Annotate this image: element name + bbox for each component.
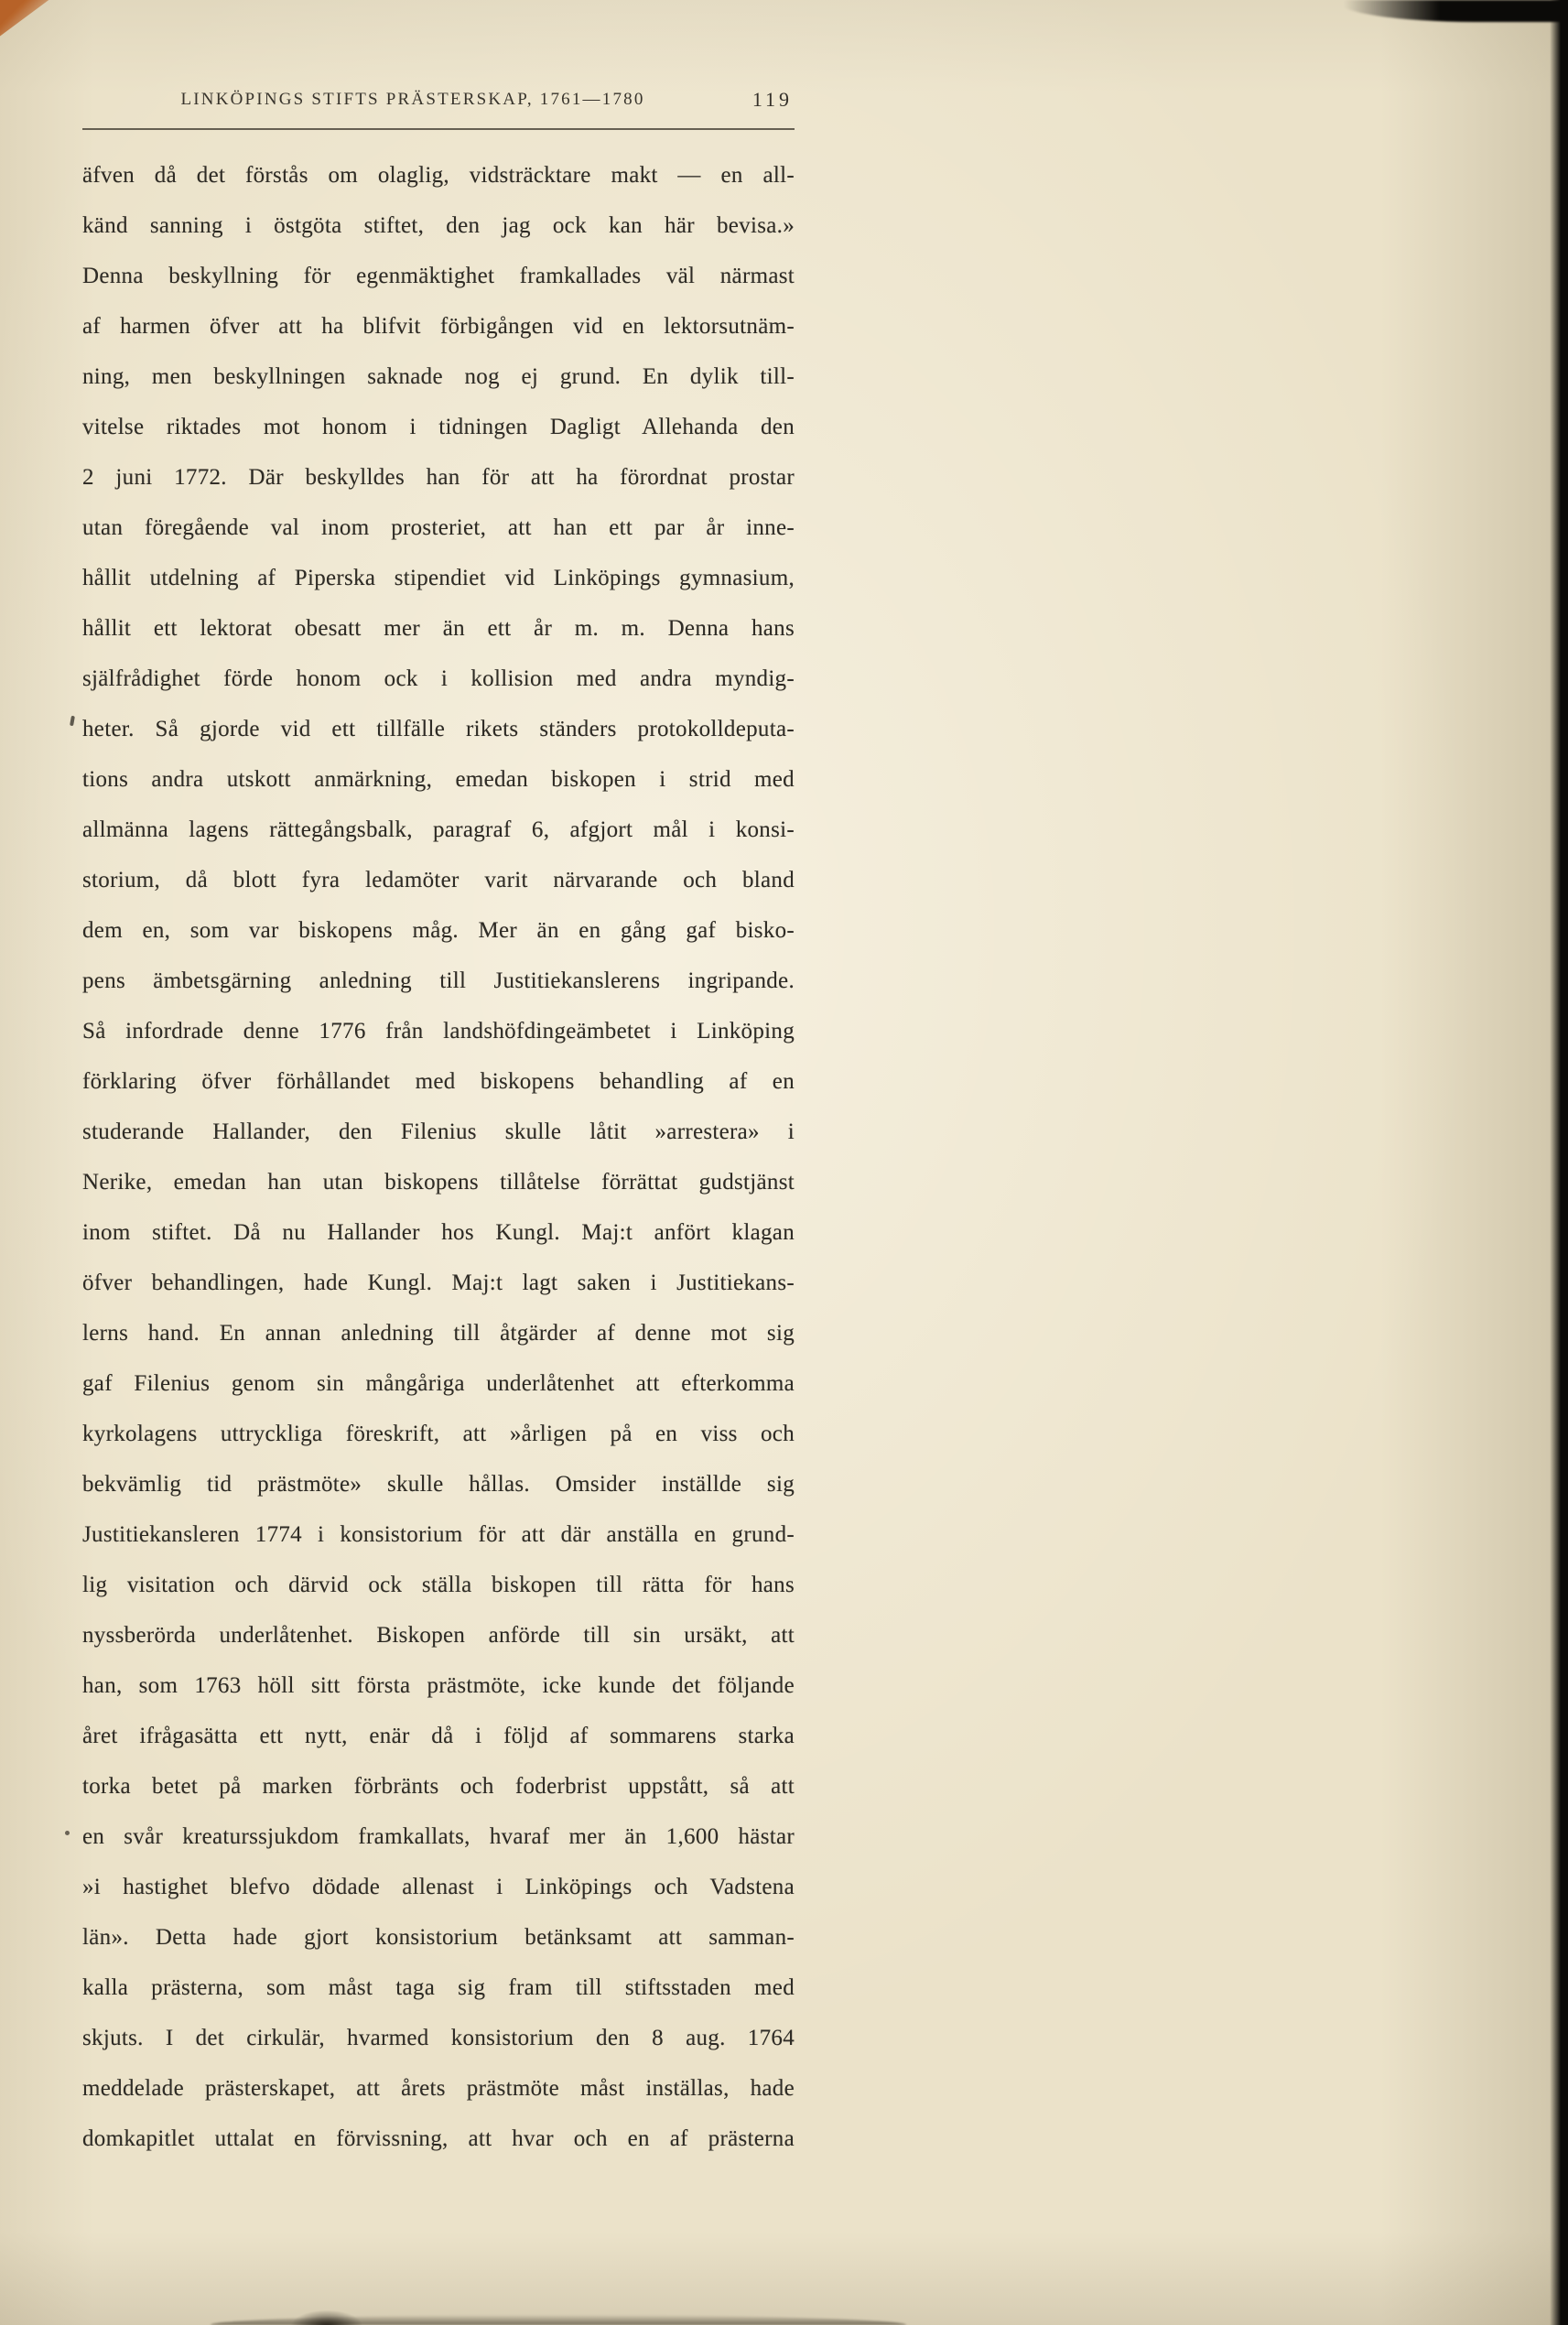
printed-area: [82, 90, 795, 2164]
text-line: tions andra utskott anmärkning, emedan biskopen i strid med: [82, 767, 795, 792]
text-line: öfver behandlingen, hade Kungl. Maj:t lagt saken i Justitiekans-: [82, 1271, 795, 1295]
text-line: gaf Filenius genom sin mångåriga underlåtenhet att efterkomma: [82, 1371, 795, 1396]
text-line: län». Detta hade gjort konsistorium betänksamt att samman-: [82, 1925, 795, 1950]
text-line: 2 juni 1772. Där beskylldes han för att ha förordnat prostar: [82, 465, 795, 490]
text-line: lig visitation och därvid ock ställa biskopen till rätta för hans: [82, 1573, 795, 1597]
text-line: året ifrågasätta ett nytt, enär då i följd af sommarens starka: [82, 1724, 795, 1748]
text-line: utan föregående val inom prosteriet, att han ett par år inne-: [82, 515, 795, 540]
text-line: känd sanning i östgöta stiftet, den jag ock kan här bevisa.»: [82, 213, 795, 238]
text-line: hållit ett lektorat obesatt mer än ett år m. m. Denna hans: [82, 616, 795, 641]
text-line: allmänna lagens rättegångsbalk, paragraf 6, afgjort mål i konsi-: [82, 817, 795, 842]
text-line: »i hastighet blefvo dödade allenast i Linköpings och Vadstena: [82, 1875, 795, 1899]
text-line: kalla prästerna, som måst taga sig fram till stiftsstaden med: [82, 1975, 795, 2000]
text-line: Denna beskyllning för egenmäktighet framkallades väl närmast: [82, 264, 795, 288]
text-line: torka betet på marken förbränts och foderbrist uppstått, så att: [82, 1774, 795, 1799]
text-line: en svår kreaturssjukdom framkallats, hvaraf mer än 1,600 hästar: [82, 1824, 795, 1849]
text-line: skjuts. I det cirkulär, hvarmed konsistorium den 8 aug. 1764: [82, 2026, 795, 2050]
text-line: lerns hand. En annan anledning till åtgärder af denne mot sig: [82, 1321, 795, 1346]
text-line: storium, då blott fyra ledamöter varit närvarande och bland: [82, 868, 795, 892]
text-line: nyssberörda underlåtenhet. Biskopen anförde till sin ursäkt, att: [82, 1623, 795, 1648]
page-number: 119: [752, 88, 793, 111]
header-rule: [82, 128, 795, 130]
text-line: inom stiftet. Då nu Hallander hos Kungl. Maj:t anfört klagan: [82, 1220, 795, 1245]
corner-stain: [0, 0, 59, 40]
text-line: kyrkolagens uttryckliga föreskrift, att »årligen på en viss och: [82, 1422, 795, 1446]
text-line: vitelse riktades mot honom i tidningen Dagligt Allehanda den: [82, 415, 795, 439]
scan-edge-top-right: [1335, 0, 1568, 22]
text-line: af harmen öfver att ha blifvit förbigången vid en lektorsutnäm-: [82, 314, 795, 339]
text-line: Nerike, emedan han utan biskopens tillåtelse förrättat gudstjänst: [82, 1170, 795, 1195]
text-line: ning, men beskyllningen saknade nog ej grund. En dylik till-: [82, 364, 795, 389]
text-line: domkapitlet uttalat en förvissning, att hvar och en af prästerna: [82, 2126, 795, 2151]
header-title: LINKÖPINGS STIFTS PRÄSTERSKAP, 1761—1780: [180, 90, 645, 109]
text-line: studerande Hallander, den Filenius skulle låtit »arrestera» i: [82, 1119, 795, 1144]
scan-edge-right: [1550, 0, 1568, 2325]
text-line: dem en, som var biskopens måg. Mer än en gång gaf bisko-: [82, 918, 795, 943]
text-line: pens ämbetsgärning anledning till Justitiekanslerens ingripande.: [82, 968, 795, 993]
text-line: själfrådighet förde honom ock i kollision med andra myndig-: [82, 666, 795, 691]
text-line: Så infordrade denne 1776 från landshöfdingeämbetet i Linköping: [82, 1019, 795, 1044]
running-header: [82, 90, 795, 121]
text-line: bekvämlig tid prästmöte» skulle hållas. Omsider inställde sig: [82, 1472, 795, 1497]
margin-ink-mark: [70, 716, 75, 727]
text-line: meddelade prästerskapet, att årets prästmöte måst inställas, hade: [82, 2076, 795, 2101]
body-text: [82, 150, 795, 2164]
scan-edge-bottom-blob: [291, 2310, 362, 2325]
text-line: äfven då det förstås om olaglig, vidsträcktare makt — en all-: [82, 163, 795, 188]
text-line: heter. Så gjorde vid ett tillfälle rikets ständers protokolldeputa-: [82, 717, 795, 741]
text-line: förklaring öfver förhållandet med biskopens behandling af en: [82, 1069, 795, 1094]
text-line: Justitiekansleren 1774 i konsistorium för att där anställa en grund-: [82, 1522, 795, 1547]
text-line: hållit utdelning af Piperska stipendiet vid Linköpings gymnasium,: [82, 566, 795, 590]
text-line: han, som 1763 höll sitt första prästmöte, icke kunde det följande: [82, 1673, 795, 1698]
margin-ink-dot: [65, 1831, 70, 1835]
